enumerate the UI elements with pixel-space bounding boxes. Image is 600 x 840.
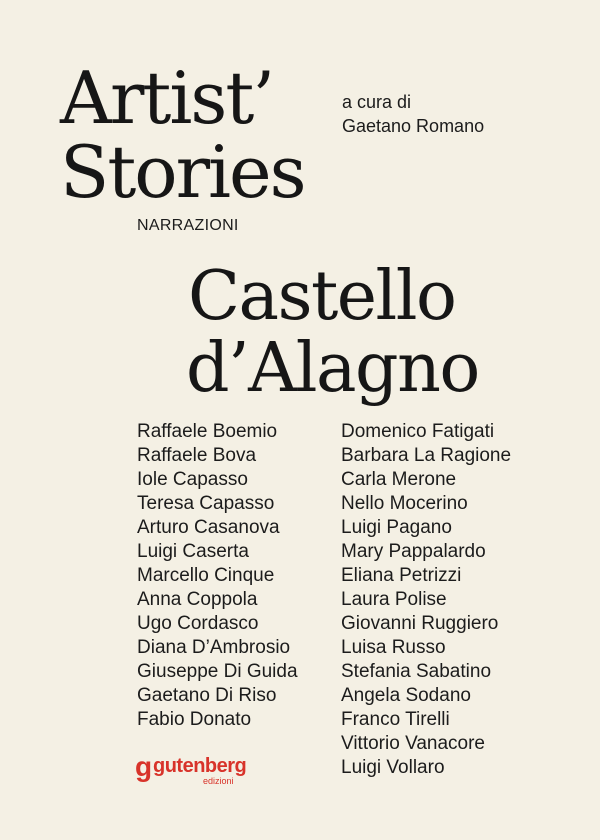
artist-name: Ugo Cordasco bbox=[137, 613, 259, 634]
publisher-logo bbox=[135, 750, 295, 790]
artist-name: Giuseppe Di Guida bbox=[137, 661, 298, 682]
artist-name: Laura Polise bbox=[341, 589, 447, 610]
curator-credit bbox=[342, 90, 484, 138]
artist-name: Raffaele Bova bbox=[137, 445, 257, 466]
artist-name: Stefania Sabatino bbox=[341, 661, 492, 682]
artist-name: Gaetano Di Riso bbox=[137, 685, 277, 706]
artist-name: Nello Mocerino bbox=[341, 493, 468, 514]
artist-name: Luigi Caserta bbox=[137, 541, 249, 562]
subtitle: NARRAZIONI bbox=[137, 217, 239, 234]
artist-name: Diana D’Ambrosio bbox=[137, 637, 291, 658]
publisher-name: gutenberg bbox=[153, 755, 247, 777]
artist-name: Marcello Cinque bbox=[137, 565, 275, 586]
artist-name: Barbara La Ragione bbox=[341, 445, 512, 466]
place-line-2: d’Alagno bbox=[186, 329, 479, 408]
artist-name: Arturo Casanova bbox=[137, 517, 280, 538]
artist-name: Anna Coppola bbox=[137, 589, 258, 610]
publisher-mark-icon: g bbox=[135, 751, 153, 782]
artist-name: Luigi Pagano bbox=[341, 517, 452, 538]
curator-name: Gaetano Romano bbox=[342, 116, 485, 136]
artist-name: Vittorio Vanacore bbox=[341, 733, 485, 754]
artist-name: Luigi Vollaro bbox=[341, 757, 445, 778]
artist-name: Fabio Donato bbox=[137, 709, 252, 730]
artist-name: Mary Pappalardo bbox=[341, 541, 486, 562]
artist-list-right bbox=[341, 420, 511, 780]
title-line-1: Artist’ bbox=[60, 56, 274, 140]
publisher-subtitle: edizioni bbox=[203, 776, 234, 786]
artist-name: Raffaele Boemio bbox=[137, 421, 278, 442]
artist-name: Iole Capasso bbox=[137, 469, 248, 490]
artist-name: Franco Tirelli bbox=[341, 709, 450, 730]
artist-name: Giovanni Ruggiero bbox=[341, 613, 499, 634]
curator-label: a cura di bbox=[342, 92, 412, 112]
place-line-1: Castello bbox=[188, 257, 456, 336]
artist-list-left bbox=[137, 420, 298, 732]
artist-name: Carla Merone bbox=[341, 469, 457, 490]
artist-name: Teresa Capasso bbox=[137, 493, 275, 514]
artist-name: Domenico Fatigati bbox=[341, 421, 495, 442]
title-line-2: Stories bbox=[60, 130, 305, 214]
artist-name: Angela Sodano bbox=[341, 685, 471, 706]
artist-name: Luisa Russo bbox=[341, 637, 446, 658]
artist-name: Eliana Petrizzi bbox=[341, 565, 462, 586]
